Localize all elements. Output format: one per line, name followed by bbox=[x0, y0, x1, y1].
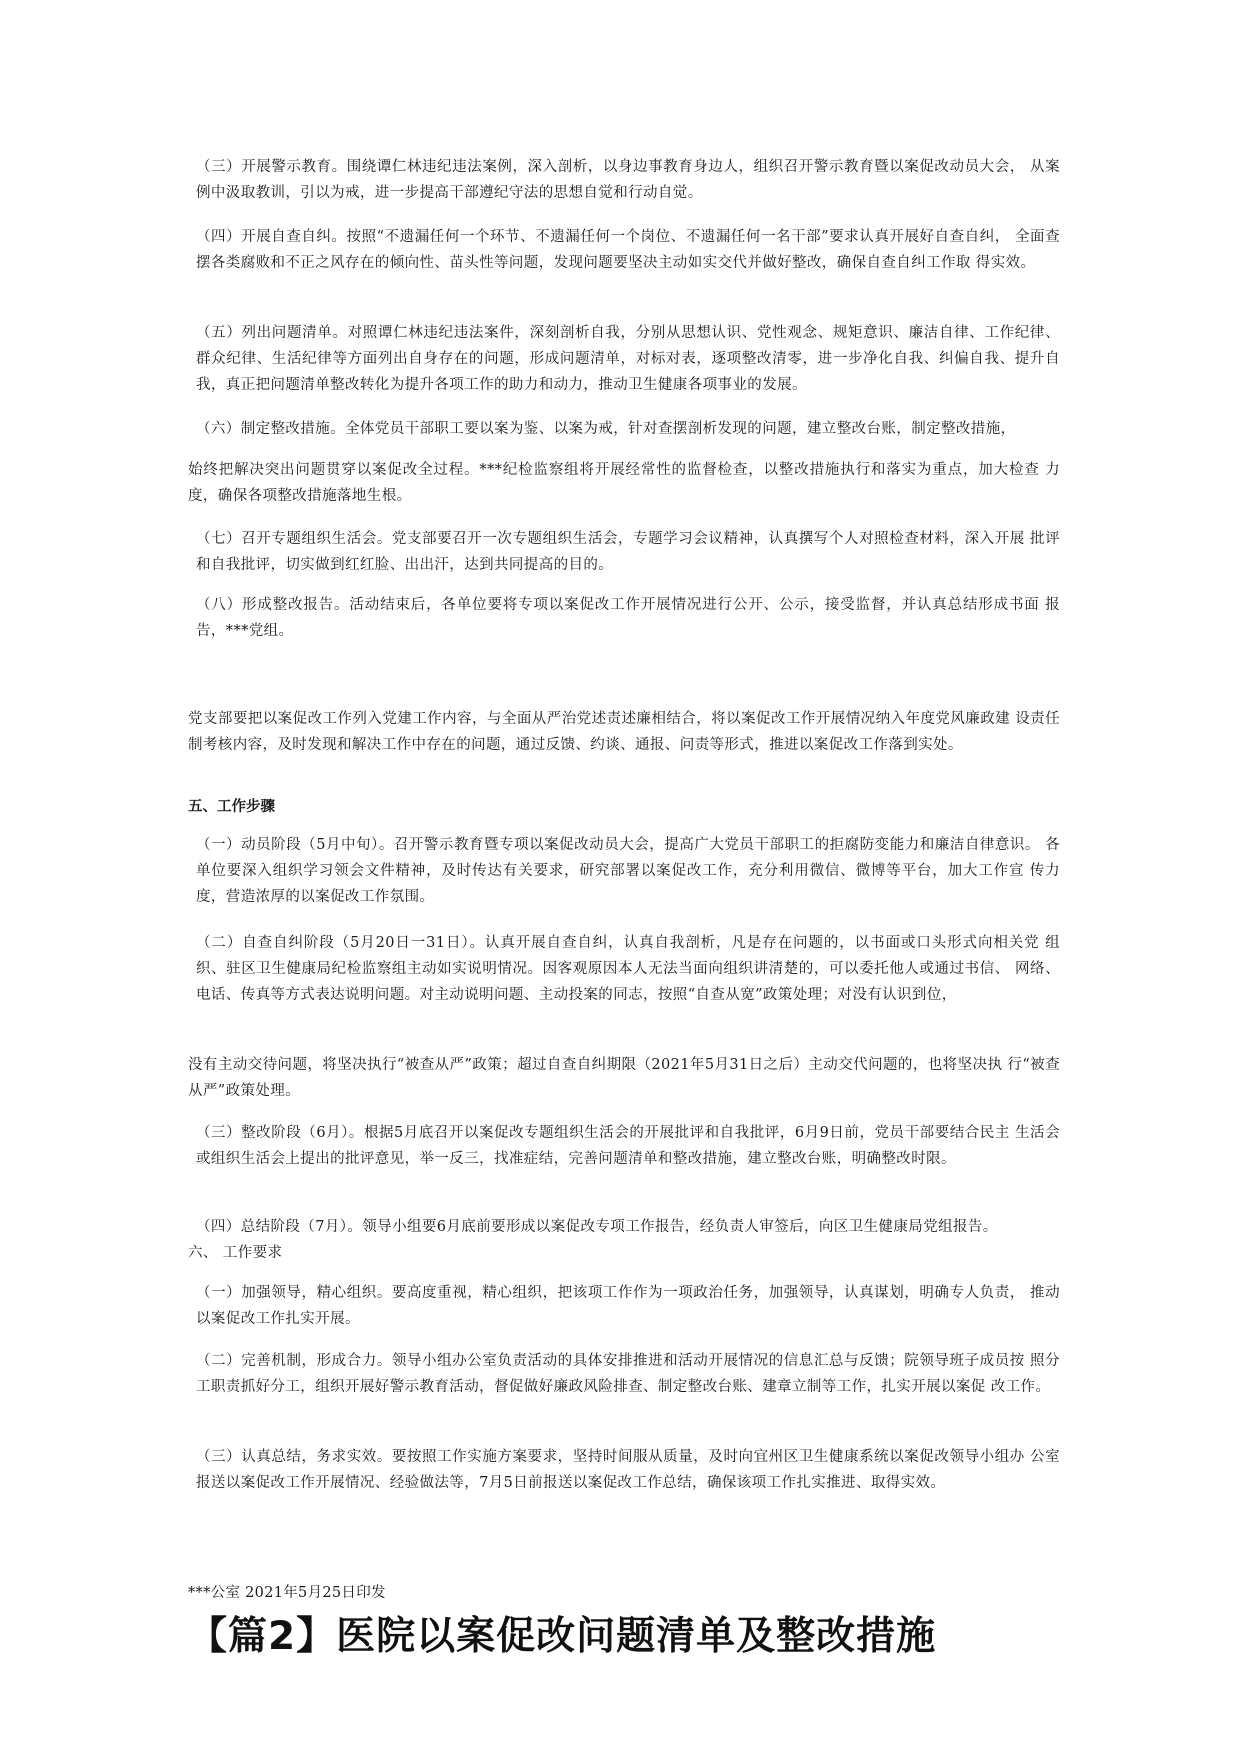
paragraph-rectification-report: （八）形成整改报告。活动结束后，各单位要将专项以案促改工作开展情况进行公开、公示，接受监督，并认真总结形成书面 报告，***党组。 bbox=[196, 597, 1060, 639]
paragraph-organization-meeting: （七）召开专题组织生活会。党支部要召开一次专题组织生活会，专题学习会议精神，认真撰写个人对照检查材料，深入开展 批评和自我批评，切实做到红红脸、出出汗，达到共同提高的目的。 bbox=[196, 531, 1060, 573]
paragraph-rectification-stage: （三）整改阶段（6月）。根据5月底召开以案促改专题组织生活会的开展批评和自我批评，6月9日前，党员干部要结合民主 生活会或组织生活会上提出的批评意见，举一反三，找准症结，完善问题清单和整改措施，建立整改台账，明确整改时限。 bbox=[196, 1125, 1060, 1167]
paragraph-improve-mechanism: （二）完善机制，形成合力。领导小组办公室负责活动的具体安排推进和活动开展情况的信息汇总与反馈；院领导班子成员按 照分工职责抓好分工，组织开展好警示教育活动，督促做好廉政风险排查、制定整改台账、建章立制等工作，扎实开展以案促 改工作。 bbox=[196, 1353, 1060, 1395]
paragraph-mobilization-stage: （一）动员阶段（5月中旬）。召开警示教育暨专项以案促改动员大会，提高广大党员干部职工的拒腐防变能力和廉洁自律意识。 各单位要深入组织学习领会文件精神，及时传达有关要求，研究部署以案促改工作，充分利用微信、微博等平台，加大工作宣 传力度，营造浓厚的以案促改工作氛围。 bbox=[196, 837, 1060, 905]
paragraph-rectification-measures-cont: 始终把解决突出问题贯穿以案促改全过程。***纪检监察组将开展经常性的监督检查，以整改措施执行和落实为重点，加大检查 力度，确保各项整改措施落地生根。 bbox=[188, 462, 1060, 504]
paragraph-warning-education: （三）开展警示教育。围绕谭仁林违纪违法案例，深入剖析，以身边事教育身边人，组织召开警示教育暨以案促改动员大会， 从案例中汲取教训，引以为戒，进一步提高干部遵纪守法的思想自觉和行动自觉。 bbox=[196, 159, 1060, 201]
issue-date-footer: ***公室 2021年5月25日印发 bbox=[188, 1585, 386, 1601]
paragraph-self-correction-stage-cont: 没有主动交待问题，将坚决执行“被查从严”政策；超过自查自纠期限（2021年5月31日之后）主动交代问题的，也将坚决执 行“被查从严”政策处理。 bbox=[188, 1057, 1060, 1099]
section-heading-work-requirements: 六、 工作要求 bbox=[188, 1245, 283, 1261]
paragraph-strengthen-leadership: （一）加强领导，精心组织。要高度重视，精心组织，把该项工作作为一项政治任务，加强领导，认真谋划，明确专人负责， 推动以案促改工作扎实开展。 bbox=[196, 1285, 1060, 1327]
paragraph-party-branch: 党支部要把以案促改工作列入党建工作内容，与全面从严治党述责述廉相结合，将以案促改工作开展情况纳入年度党风廉政建 设责任制考核内容，及时发现和解决工作中存在的问题，通过反馈、约谈、通报、问责等形式，推进以案促改工作落到实处。 bbox=[188, 711, 1060, 753]
paragraph-summary-stage: （四）总结阶段（7月）。领导小组要6月底前要形成以案促改专项工作报告，经负责人审签后，向区卫生健康局党组报告。 bbox=[196, 1219, 998, 1235]
section-heading-work-steps: 五、工作步骤 bbox=[188, 799, 275, 815]
paragraph-rectification-measures: （六）制定整改措施。全体党员干部职工要以案为鉴、以案为戒，针对查摆剖析发现的问题，建立整改台账，制定整改措施， bbox=[196, 421, 1016, 437]
paragraph-self-correction-stage: （二）自查自纠阶段（5月20日一31日）。认真开展自查自纠，认真自我剖析，凡是存在问题的，以书面或口头形式向相关党 组织、驻区卫生健康局纪检监察组主动如实说明情况。因客观原因本人无法当面向组织讲清楚的，可以委托他人或通过书信、 网络、电话、传真等方式表达说明问题。对主动说明问题、主动投案的同志，按照“自查从宽”政策处理；对没有认识到位， bbox=[196, 935, 1060, 1003]
next-article-title: 【篇2】医院以案促改问题清单及整改措施 bbox=[188, 1614, 937, 1659]
paragraph-earnest-summary: （三）认真总结，务求实效。要按照工作实施方案要求，坚持时间服从质量，及时向宜州区卫生健康系统以案促改领导小组办 公室报送以案促改工作开展情况、经验做法等，7月5日前报送以案促改工作总结，确保该项工作扎实推进、取得实效。 bbox=[196, 1449, 1060, 1491]
paragraph-self-inspection: （四）开展自查自纠。按照“不遗漏任何一个环节、不遗漏任何一个岗位、不遗漏任何一名干部”要求认真开展好自查自纠， 全面查摆各类腐败和不正之风存在的倾向性、苗头性等问题，发现问题要坚决主动如实交代并做好整改，确保自查自纠工作取 得实效。 bbox=[196, 229, 1060, 271]
paragraph-problem-list: （五）列出问题清单。对照谭仁林违纪违法案件，深刻剖析自我，分别从思想认识、党性观念、规矩意识、廉洁自律、工作纪律、群众纪律、生活纪律等方面列出自身存在的问题，形成问题清单，对标对表，逐项整改清零，进一步净化自我、纠偏自我、提升自我，真正把问题清单整改转化为提升各项工作的助力和动力，推动卫生健康各项事业的发展。 bbox=[196, 325, 1060, 393]
